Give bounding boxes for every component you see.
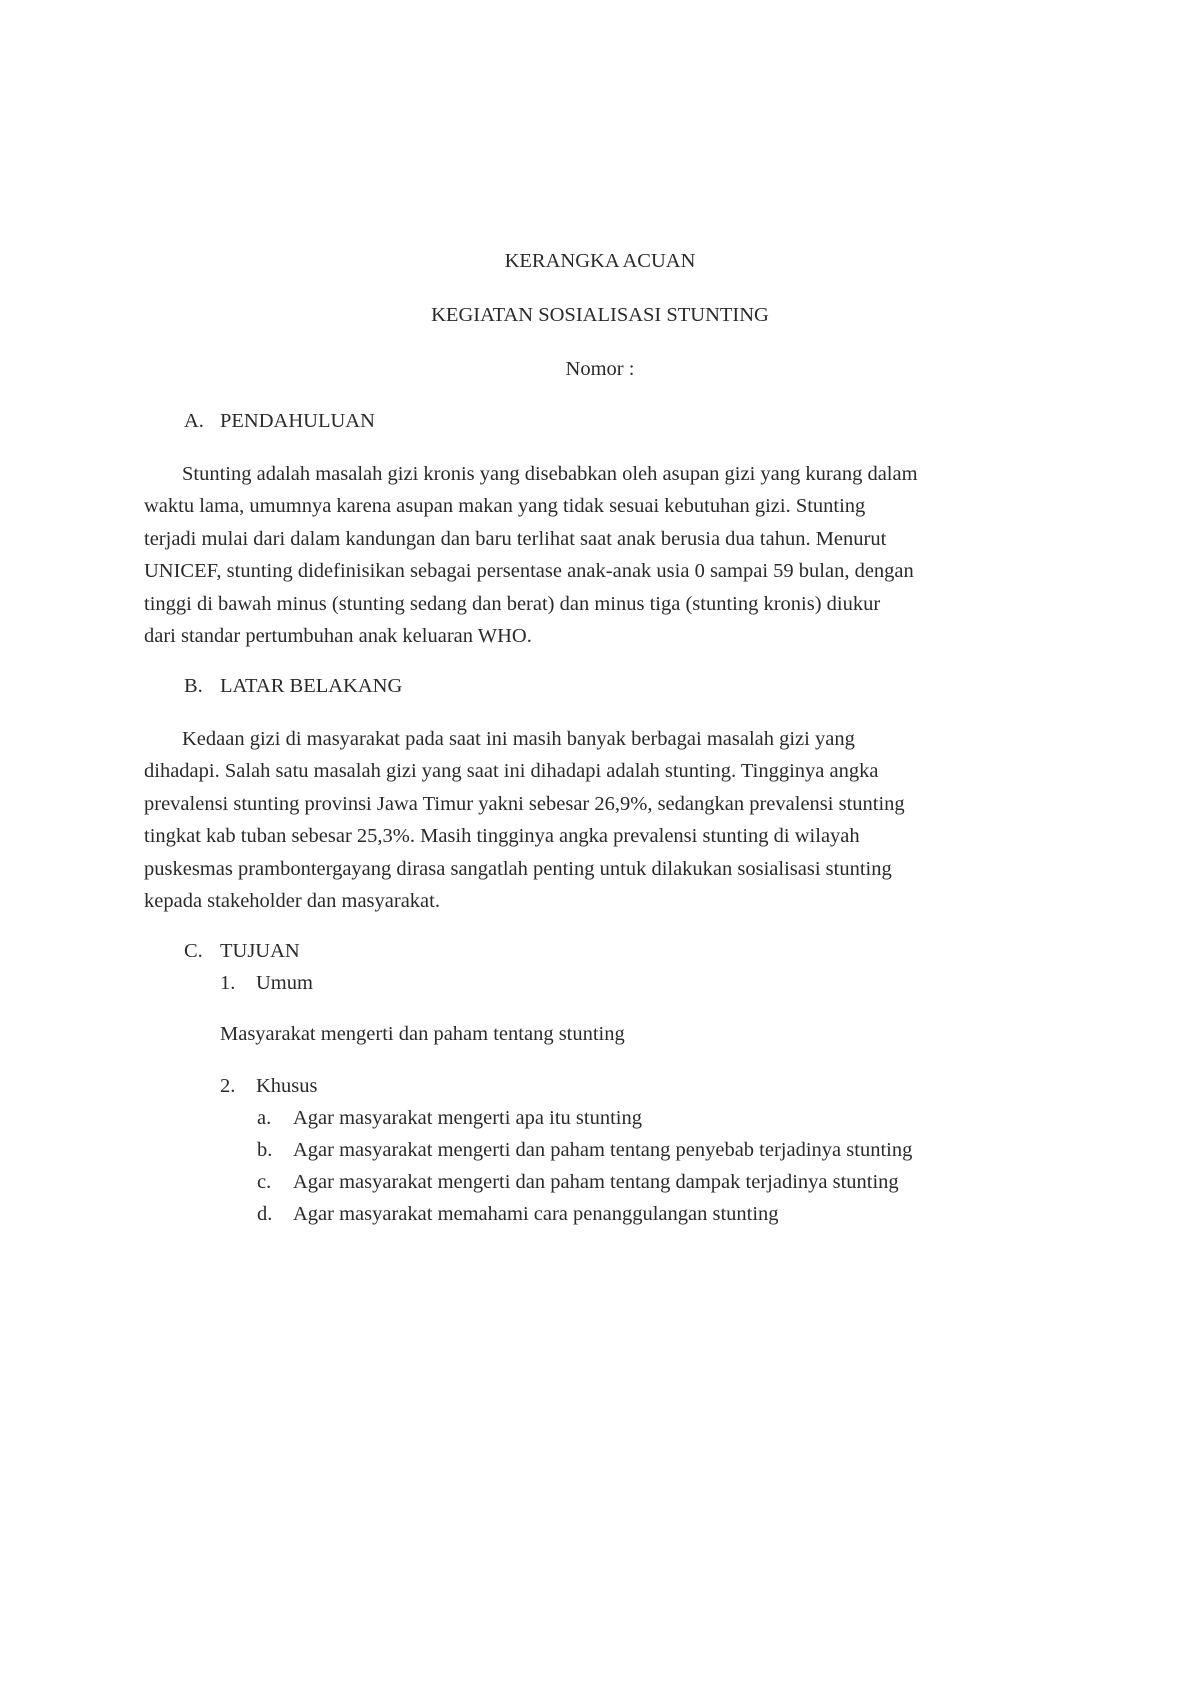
section-b-marker: B. [184,675,203,697]
paragraph-line: prevalensi stunting provinsi Jawa Timur yakni sebesar 26,9%, sedangkan prevalensi stunting [144,792,905,815]
document-subtitle: KEGIATAN SOSIALISASI STUNTING [431,304,769,326]
section-b-paragraph [144,723,1064,917]
section-b-title: LATAR BELAKANG [220,675,403,697]
paragraph-line: tingkat kab tuban sebesar 25,3%. Masih tingginya angka prevalensi stunting di wilayah [144,825,860,848]
paragraph-line: dari standar pertumbuhan anak keluaran WHO. [144,625,532,648]
list-item [257,1107,642,1130]
list-item [257,1171,899,1194]
section-a-title: PENDAHULUAN [220,410,375,432]
document-number-label: Nomor : [565,358,635,380]
section-b-heading [184,675,402,698]
section-c-heading [184,940,300,963]
list-item-text: Agar masyarakat memahami cara penanggulangan stunting [293,1203,779,1225]
paragraph-line: puskesmas prambontergayang dirasa sangatlah penting untuk dilakukan sosialisasi stunting [144,857,892,880]
paragraph-line: terjadi mulai dari dalam kandungan dan baru terlihat saat anak berusia dua tahun. Menurut [144,527,887,550]
list-item [257,1203,779,1226]
paragraph-line: Kedaan gizi di masyarakat pada saat ini masih banyak berbagai masalah gizi yang [182,728,855,750]
paragraph-line: kepada stakeholder dan masyarakat. [144,890,440,913]
goal-khusus-label: Khusus [256,1075,318,1097]
goal-khusus-marker: 2. [220,1075,236,1097]
section-c-title: TUJUAN [220,940,300,962]
document-title: KERANGKA ACUAN [504,250,696,272]
paragraph-line: tinggi di bawah minus (stunting sedang dan berat) dan minus tiga (stunting kronis) diukur [144,592,881,615]
list-item-marker: b. [257,1139,273,1161]
list-item-marker: a. [257,1107,272,1129]
list-item [257,1139,912,1162]
paragraph-line: dihadapi. Salah satu masalah gizi yang saat ini dihadapi adalah stunting. Tingginya angka [144,760,879,783]
section-c-marker: C. [184,940,203,962]
goal-umum-heading [220,972,313,995]
paragraph-line: Stunting adalah masalah gizi kronis yang disebabkan oleh asupan gizi yang kurang dalam [182,463,918,485]
list-item-text: Agar masyarakat mengerti dan paham tentang dampak terjadinya stunting [293,1171,899,1193]
list-item-marker: c. [257,1171,272,1193]
list-item-marker: d. [257,1203,273,1225]
list-item-text: Agar masyarakat mengerti dan paham tentang penyebab terjadinya stunting [293,1139,913,1161]
section-a-paragraph [144,458,1064,652]
section-a-marker: A. [184,410,204,432]
goal-umum-text: Masyarakat mengerti dan paham tentang stunting [220,1023,625,1045]
goal-umum-marker: 1. [220,972,236,994]
goal-umum-label: Umum [256,972,313,994]
list-item-text: Agar masyarakat mengerti apa itu stunting [293,1107,642,1129]
paragraph-line: waktu lama, umumnya karena asupan makan yang tidak sesuai kebutuhan gizi. Stunting [144,495,866,518]
goal-khusus-heading [220,1075,318,1098]
section-a-heading [184,410,375,433]
paragraph-line: UNICEF, stunting didefinisikan sebagai persentase anak-anak usia 0 sampai 59 bulan, dengan [144,560,914,583]
